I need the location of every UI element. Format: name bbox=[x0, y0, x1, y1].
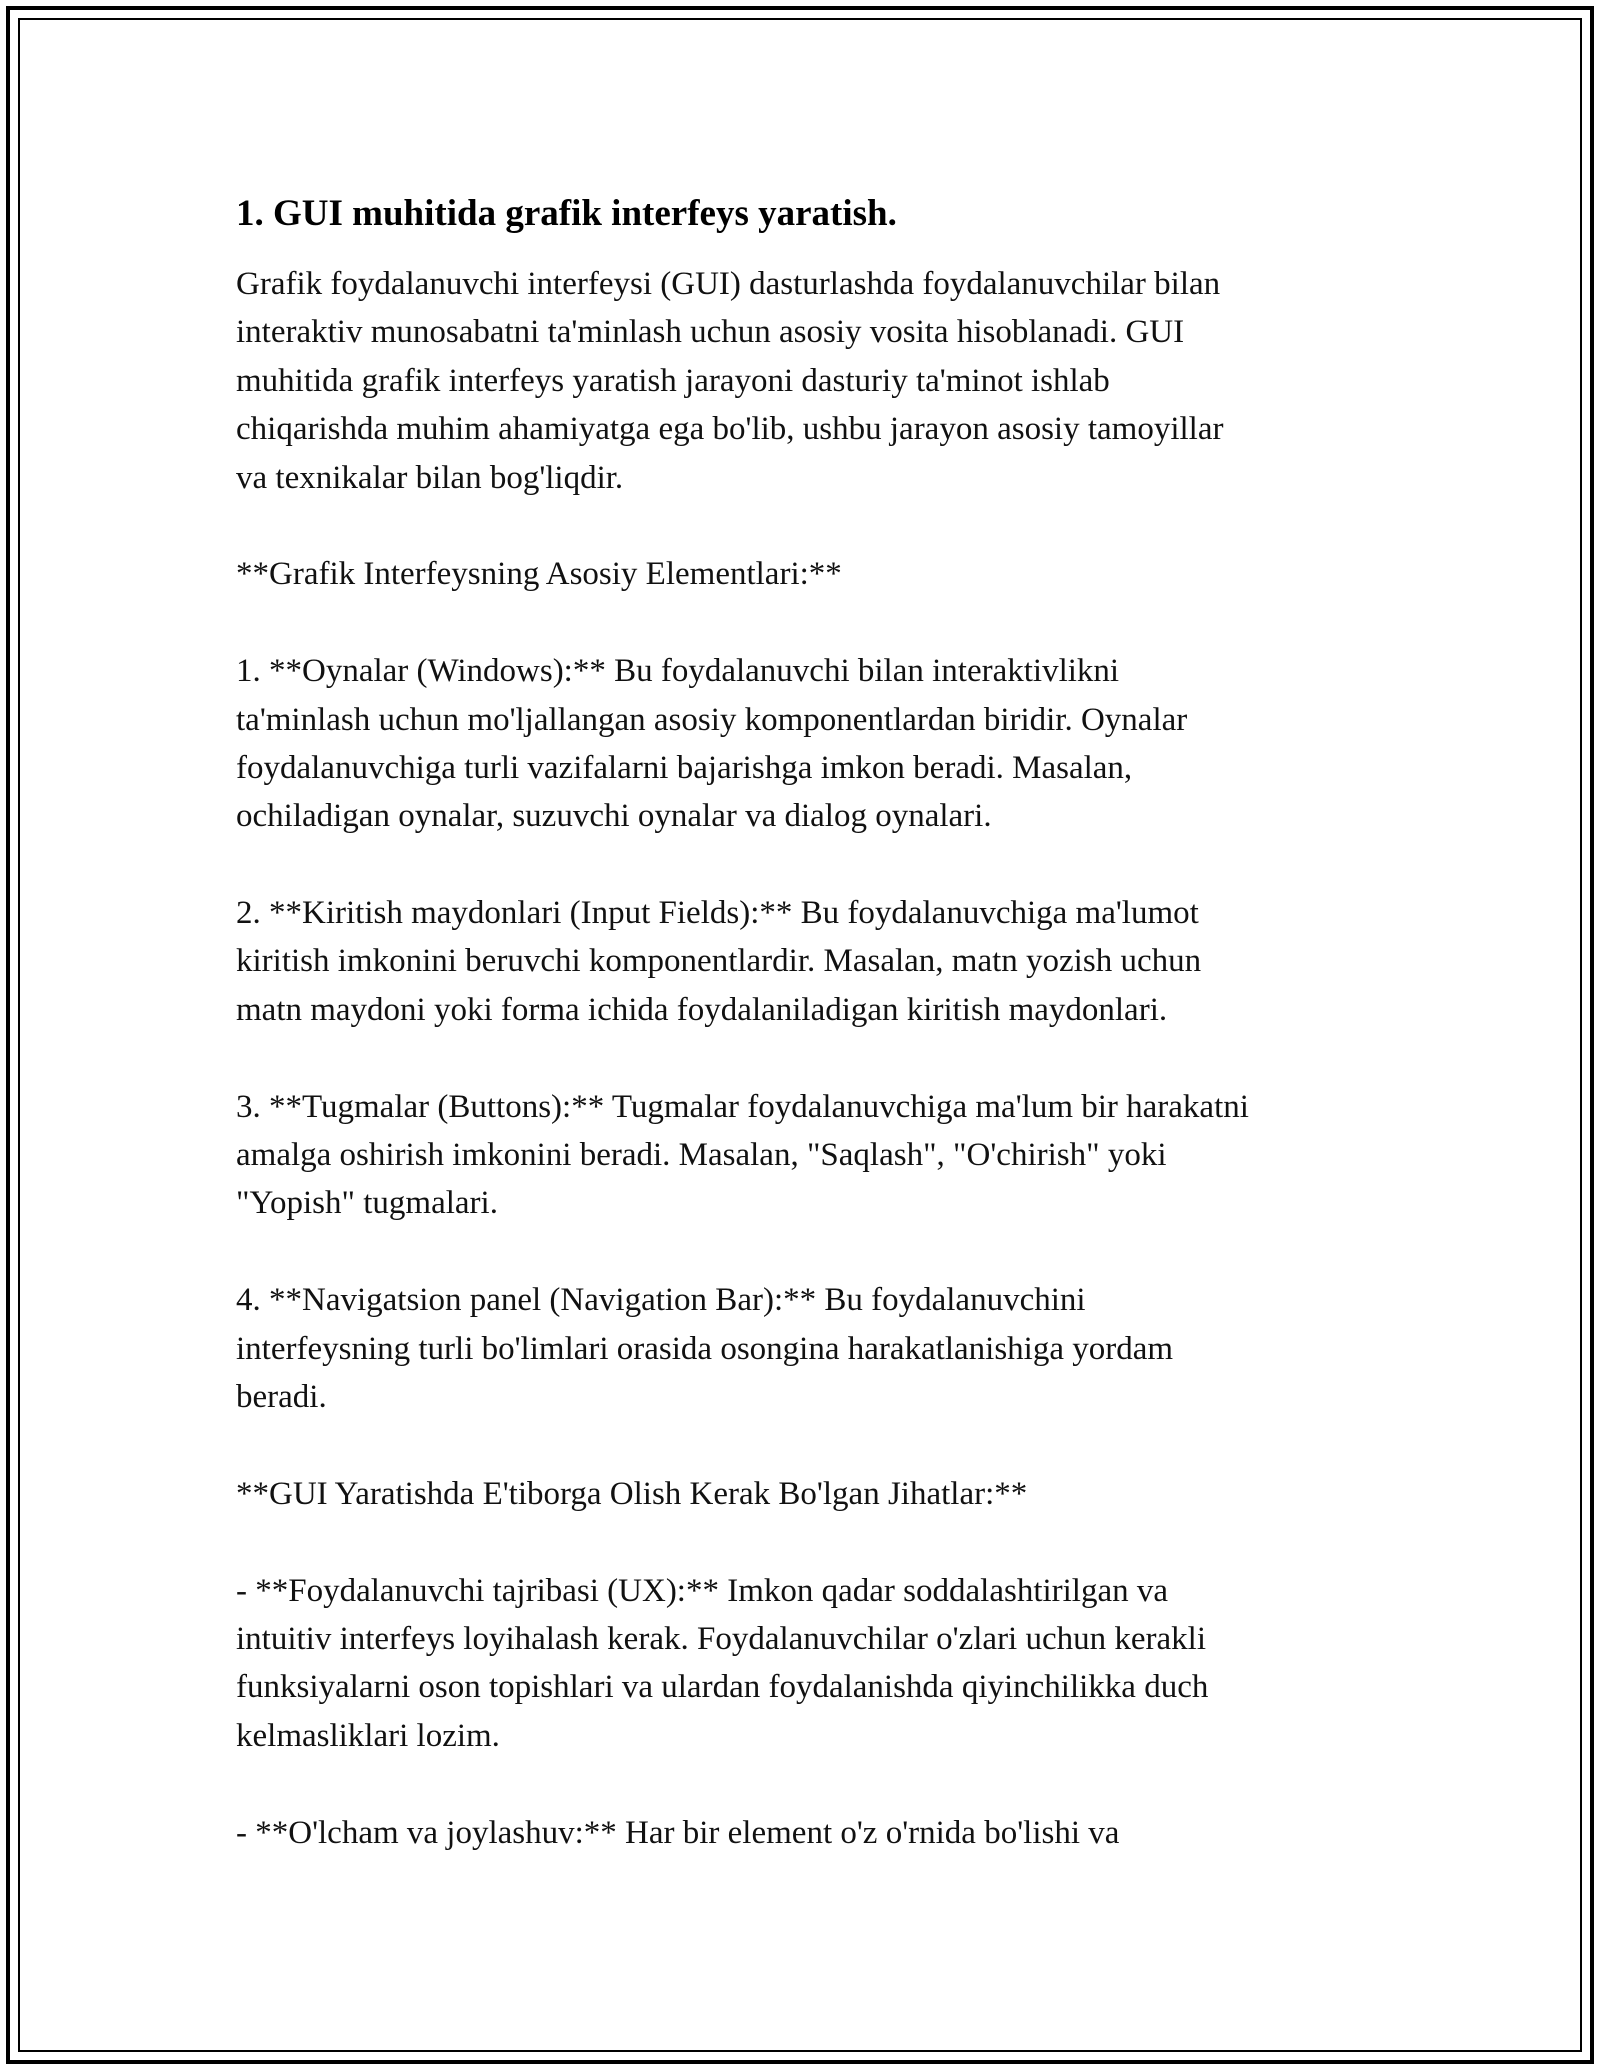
text-line: ochiladigan oynalar, suzuvchi oynalar va dialog oynalari. bbox=[236, 798, 992, 835]
bullet-ux bbox=[236, 1567, 1376, 1761]
list-item-input-fields bbox=[236, 889, 1376, 1034]
text-line: kelmasliklari lozim. bbox=[236, 1717, 500, 1754]
subheading-considerations bbox=[236, 1470, 1376, 1518]
text-line: amalga oshirish imkonini beradi. Masalan, "Saqlash", "O'chirish" yoki bbox=[236, 1137, 1167, 1174]
text-line: beradi. bbox=[236, 1378, 327, 1415]
text-line: matn maydoni yoki forma ichida foydalaniladigan kiritish maydonlari. bbox=[236, 991, 1168, 1028]
text-line: interfeysning turli bo'limlari orasida osongina harakatlanishiga yordam bbox=[236, 1330, 1174, 1367]
text-line: "Yopish" tugmalari. bbox=[236, 1185, 498, 1222]
text-line: **GUI Yaratishda E'tiborga Olish Kerak Bo'lgan Jihatlar:** bbox=[236, 1475, 1028, 1512]
bullet-size-placement bbox=[236, 1809, 1376, 1857]
text-line: - **O'lcham va joylashuv:** Har bir element o'z o'rnida bo'lishi va bbox=[236, 1814, 1120, 1851]
text-line: ta'minlash uchun mo'ljallangan asosiy komponentlardan biridir. Oynalar bbox=[236, 701, 1188, 738]
text-line: va texnikalar bilan bog'liqdir. bbox=[236, 459, 624, 496]
text-line: 1. **Oynalar (Windows):** Bu foydalanuvchi bilan interaktivlikni bbox=[236, 653, 1120, 690]
list-item-windows bbox=[236, 647, 1376, 841]
text-line: 3. **Tugmalar (Buttons):** Tugmalar foydalanuvchiga ma'lum bir harakatni bbox=[236, 1088, 1249, 1125]
list-item-navigation-bar bbox=[236, 1276, 1376, 1421]
section-heading: 1. GUI muhitida grafik interfeys yaratish. bbox=[236, 193, 897, 234]
subheading-elements bbox=[236, 550, 1376, 598]
text-line: foydalanuvchiga turli vazifalarni bajarishga imkon beradi. Masalan, bbox=[236, 749, 1133, 786]
text-line: interaktiv munosabatni ta'minlash uchun asosiy vosita hisoblanadi. GUI bbox=[236, 314, 1185, 351]
text-line: intuitiv interfeys loyihalash kerak. Foydalanuvchilar o'zlari uchun kerakli bbox=[236, 1620, 1206, 1657]
list-item-buttons bbox=[236, 1083, 1376, 1228]
text-line: kiritish imkonini beruvchi komponentlardir. Masalan, matn yozish uchun bbox=[236, 943, 1202, 980]
document-body bbox=[236, 188, 1376, 1857]
text-line: - **Foydalanuvchi tajribasi (UX):** Imkon qadar soddalashtirilgan va bbox=[236, 1572, 1169, 1609]
text-line: chiqarishda muhim ahamiyatga ega bo'lib, ushbu jarayon asosiy tamoyillar bbox=[236, 411, 1224, 448]
text-line: funksiyalarni oson topishlari va ulardan foydalanishda qiyinchilikka duch bbox=[236, 1669, 1209, 1706]
text-line: Grafik foydalanuvchi interfeysi (GUI) dasturlashda foydalanuvchilar bilan bbox=[236, 266, 1221, 302]
text-line: 4. **Navigatsion panel (Navigation Bar):** Bu foydalanuvchini bbox=[236, 1282, 1086, 1319]
paragraph-intro bbox=[236, 260, 1376, 502]
text-line: 2. **Kiritish maydonlari (Input Fields):** Bu foydalanuvchiga ma'lumot bbox=[236, 895, 1199, 932]
text-line: muhitida grafik interfeys yaratish jarayoni dasturiy ta'minot ishlab bbox=[236, 362, 1110, 399]
text-line: **Grafik Interfeysning Asosiy Elementlari:** bbox=[236, 556, 842, 593]
